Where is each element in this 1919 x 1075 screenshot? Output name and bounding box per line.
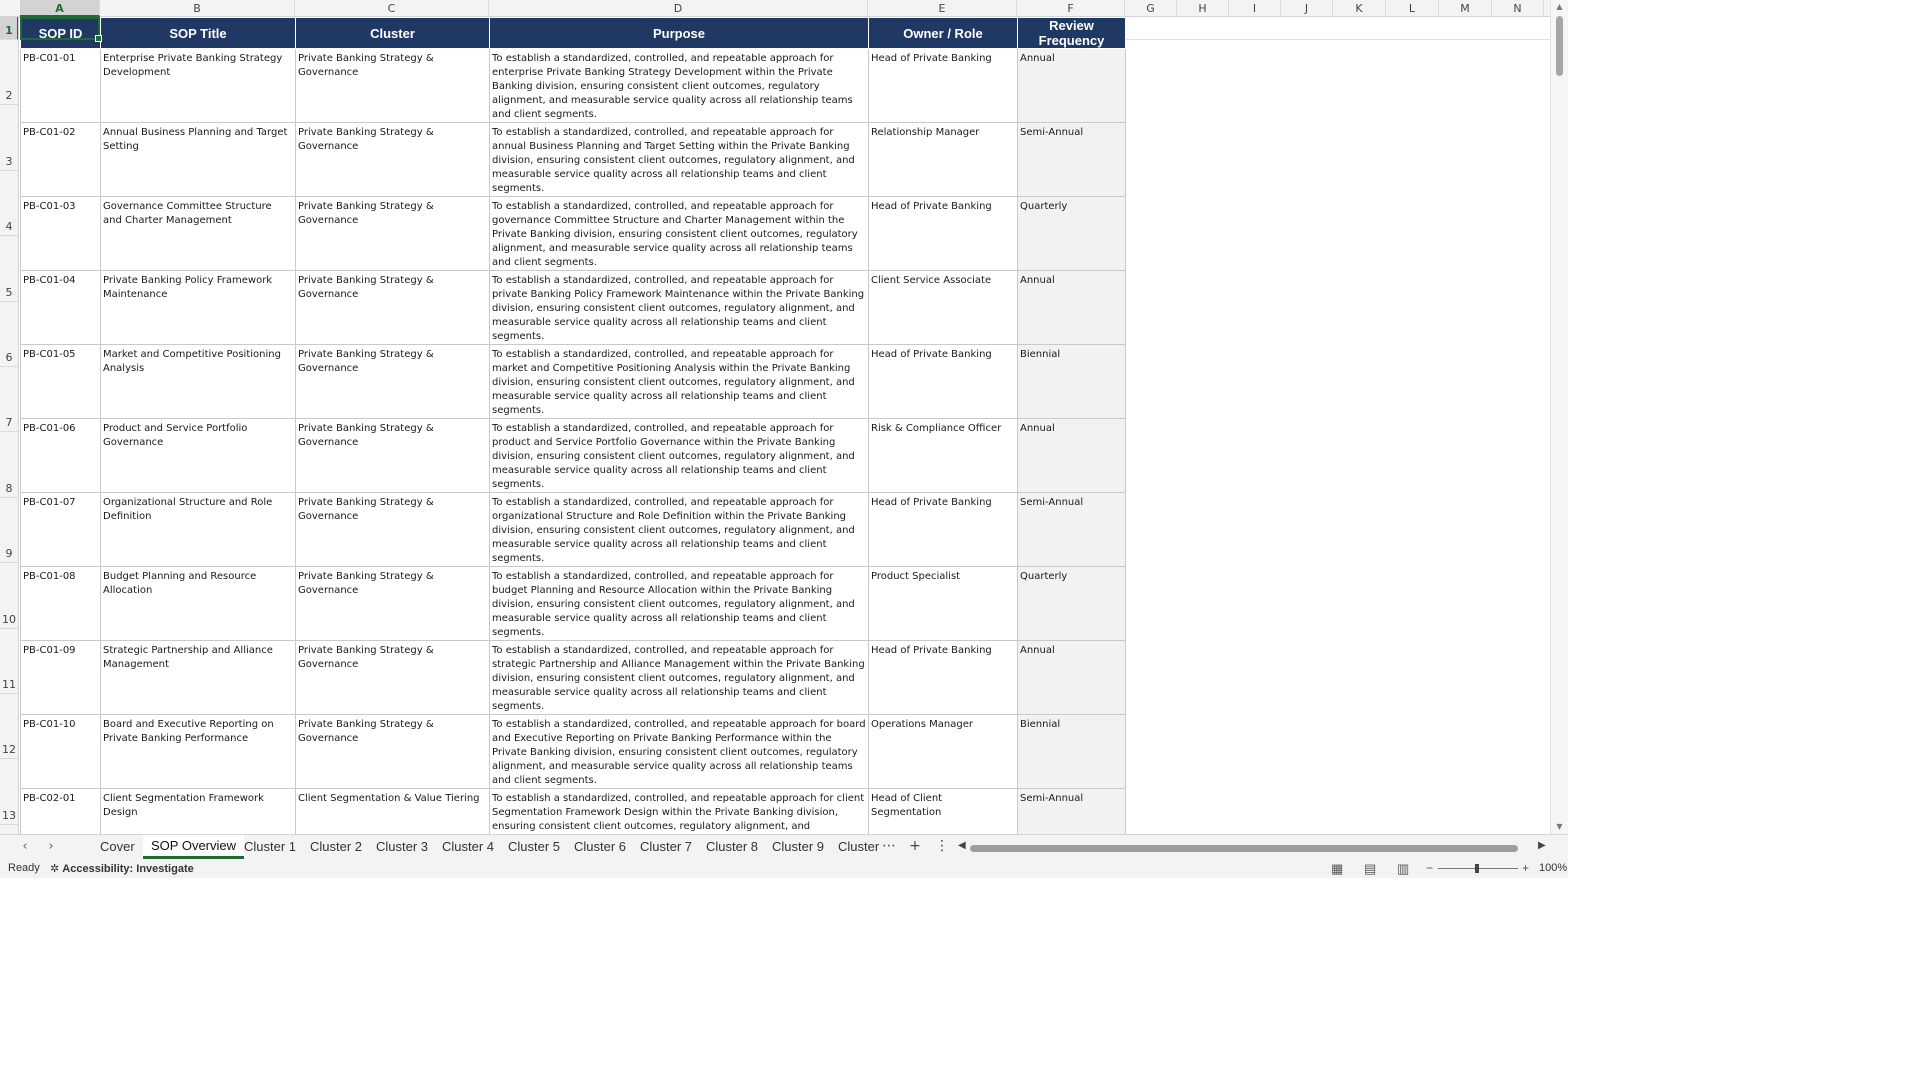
table-row xyxy=(21,641,1126,715)
cell-owner-role[interactable]: Risk & Compliance Officer xyxy=(869,419,1018,493)
tab-next-icon[interactable]: › xyxy=(48,839,54,854)
cell-review-frequency[interactable]: Annual xyxy=(1018,49,1126,123)
cell-sop-title[interactable]: Budget Planning and Resource Allocation xyxy=(101,567,296,641)
cell-review-frequency[interactable]: Annual xyxy=(1018,641,1126,715)
column-header-d[interactable]: D xyxy=(489,0,868,17)
sheet-tab-cluster-2[interactable] xyxy=(302,835,370,859)
horizontal-scroll-thumb[interactable] xyxy=(970,845,1518,852)
vertical-scroll-thumb[interactable] xyxy=(1556,16,1563,76)
sheet-tab-label: Cluster 1 xyxy=(244,839,297,854)
cell-cluster[interactable]: Private Banking Strategy & Governance xyxy=(296,419,490,493)
cell-owner-role[interactable]: Head of Private Banking xyxy=(869,345,1018,419)
accessibility-icon: ✲ xyxy=(50,863,60,875)
column-header-k[interactable]: K xyxy=(1333,0,1386,17)
status-bar xyxy=(0,859,1568,878)
cell-sop-title[interactable]: Product and Service Portfolio Governance xyxy=(101,419,296,493)
sheet-tab-label: Cluster 3 xyxy=(376,839,429,854)
horizontal-scrollbar[interactable] xyxy=(958,842,1550,854)
normal-view-icon[interactable]: ▦ xyxy=(1331,861,1344,876)
zoom-slider[interactable] xyxy=(1424,861,1534,876)
cell-cluster[interactable]: Private Banking Strategy & Governance xyxy=(296,567,490,641)
empty-gridline xyxy=(1125,17,1550,40)
scroll-left-icon[interactable]: ◀ xyxy=(958,840,966,851)
table-row xyxy=(21,345,1126,419)
sheet-tab-label: Cluster 4 xyxy=(442,839,495,854)
cell-sop-id[interactable]: PB-C01-06 xyxy=(21,419,101,493)
accessibility-status[interactable] xyxy=(50,862,194,875)
header-review-frequency[interactable]: Review Frequency xyxy=(1018,18,1126,49)
sheet-tab-cover[interactable] xyxy=(92,835,143,859)
column-header-h[interactable]: H xyxy=(1177,0,1229,17)
cell-purpose[interactable]: To establish a standardized, controlled, and repeatable approach for annual Business Planning and Target Setting within the Private Banking division, ensuring consistent client outcomes, regulatory alignment, and measurable service quality across all relationship teams and client segments. xyxy=(490,123,869,197)
sheet-tab-label: Cover xyxy=(100,839,135,854)
tab-prev-icon[interactable]: ‹ xyxy=(22,839,28,854)
cell-review-frequency[interactable]: Biennial xyxy=(1018,345,1126,419)
cell-sop-id[interactable]: PB-C01-07 xyxy=(21,493,101,567)
row-header-7[interactable] xyxy=(0,367,19,432)
cell-review-frequency[interactable]: Biennial xyxy=(1018,715,1126,789)
cell-sop-title[interactable]: Organizational Structure and Role Definition xyxy=(101,493,296,567)
cell-review-frequency[interactable]: Quarterly xyxy=(1018,567,1126,641)
cell-cluster[interactable]: Private Banking Strategy & Governance xyxy=(296,641,490,715)
page-layout-view-icon[interactable]: ▤ xyxy=(1364,861,1377,876)
sheet-tab-cluster-9[interactable] xyxy=(764,835,832,859)
cell-owner-role[interactable]: Head of Private Banking xyxy=(869,197,1018,271)
row-header-9[interactable] xyxy=(0,498,19,563)
row-header-6[interactable] xyxy=(0,302,19,367)
sheet-tab-bar xyxy=(0,834,1568,859)
cell-sop-id[interactable]: PB-C02-01 xyxy=(21,789,101,835)
header-sop-id[interactable]: SOP ID xyxy=(21,18,101,49)
sheet-tab-cluster-7[interactable] xyxy=(632,835,700,859)
cell-purpose[interactable]: To establish a standardized, controlled, and repeatable approach for product and Service Portfolio Governance within the Private Banking division, ensuring consistent client outcomes, regulatory alignment, and measurable service quality across all relationship teams and client segments. xyxy=(490,419,869,493)
row-header-1[interactable] xyxy=(0,17,19,40)
row-number: 8 xyxy=(5,481,13,495)
cell-review-frequency[interactable]: Semi-Annual xyxy=(1018,123,1126,197)
cell-owner-role[interactable]: Relationship Manager xyxy=(869,123,1018,197)
sheet-tab-label: Cluster xyxy=(838,839,880,854)
row-number: 11 xyxy=(2,677,16,691)
column-header-bar xyxy=(0,0,1550,17)
cell-cluster[interactable]: Private Banking Strategy & Governance xyxy=(296,49,490,123)
column-header-f[interactable]: F xyxy=(1017,0,1125,17)
row-number: 4 xyxy=(5,220,13,234)
table-row xyxy=(21,271,1126,345)
cell-cluster[interactable]: Private Banking Strategy & Governance xyxy=(296,493,490,567)
scroll-right-icon[interactable]: ▶ xyxy=(1538,840,1546,851)
vertical-scrollbar[interactable] xyxy=(1550,0,1568,834)
cell-cluster[interactable]: Private Banking Strategy & Governance xyxy=(296,123,490,197)
table-row xyxy=(21,49,1126,123)
page-break-view-icon[interactable]: ▥ xyxy=(1397,861,1410,876)
row-header-10[interactable] xyxy=(0,563,19,628)
sheet-tab-label: Cluster 2 xyxy=(310,839,363,854)
cell-owner-role[interactable]: Client Service Associate xyxy=(869,271,1018,345)
sop-table xyxy=(20,17,1126,834)
sheet-tab-label: SOP Overview xyxy=(151,838,237,853)
column-header-b[interactable]: B xyxy=(100,0,295,17)
sheet-tab-cluster-6[interactable] xyxy=(566,835,634,859)
row-header-13[interactable] xyxy=(0,759,19,824)
cell-purpose[interactable]: To establish a standardized, controlled, and repeatable approach for board and Executive Reporting on Private Banking Performance within the Private Banking division, ensuring consistent client outcomes, regulatory alignment, and measurable service quality across all relationship teams and client segments. xyxy=(490,715,869,789)
cell-purpose[interactable]: To establish a standardized, controlled, and repeatable approach for budget Planning and Resource Allocation within the Private Banking division, ensuring consistent client outcomes, regulatory alignment, and measurable service quality across all relationship teams and client segments. xyxy=(490,567,869,641)
cell-review-frequency[interactable]: Semi-Annual xyxy=(1018,789,1126,835)
cell-owner-role[interactable]: Head of Private Banking xyxy=(869,493,1018,567)
column-header-i[interactable]: I xyxy=(1229,0,1281,17)
table-row xyxy=(21,789,1126,835)
column-header-a[interactable]: A xyxy=(20,0,100,17)
column-header-l[interactable]: L xyxy=(1386,0,1439,17)
table-row xyxy=(21,197,1126,271)
table-row xyxy=(21,123,1126,197)
row-header-11[interactable] xyxy=(0,629,19,694)
table-row xyxy=(21,715,1126,789)
row-header-5[interactable] xyxy=(0,236,19,301)
cell-cluster[interactable]: Client Segmentation & Value Tiering xyxy=(296,789,490,835)
sheet-tab-label: Cluster 9 xyxy=(772,839,825,854)
row-number: 13 xyxy=(2,808,16,822)
scroll-down-icon[interactable]: ▼ xyxy=(1556,822,1563,831)
row-number: 6 xyxy=(5,350,13,364)
row-number: 12 xyxy=(2,743,16,757)
cell-purpose[interactable]: To establish a standardized, controlled, and repeatable approach for client Segmentation Framework Design within the Private Banking division, ensuring consistent client outcomes, regulatory alignment, and xyxy=(490,789,869,835)
sheet-options-icon[interactable]: ⋮ xyxy=(935,838,949,854)
cell-review-frequency[interactable]: Semi-Annual xyxy=(1018,493,1126,567)
row-number: 1 xyxy=(5,24,13,37)
cell-sop-id[interactable]: PB-C01-10 xyxy=(21,715,101,789)
zoom-level[interactable]: 100% xyxy=(1539,862,1568,874)
scroll-up-icon[interactable]: ▲ xyxy=(1556,2,1563,11)
sheet-tab-label: Cluster 6 xyxy=(574,839,627,854)
column-header-n[interactable]: N xyxy=(1492,0,1544,17)
accessibility-label: Accessibility: Investigate xyxy=(62,863,194,875)
zoom-out-icon[interactable]: − xyxy=(1426,861,1434,875)
row-header-3[interactable] xyxy=(0,105,19,170)
column-header-c[interactable]: C xyxy=(295,0,489,17)
zoom-in-icon[interactable]: + xyxy=(1522,861,1530,875)
sheet-tab-cluster[interactable] xyxy=(830,835,887,859)
cell-owner-role[interactable]: Head of Private Banking xyxy=(869,641,1018,715)
status-ready: Ready xyxy=(8,862,40,874)
column-header-j[interactable]: J xyxy=(1281,0,1333,17)
row-number: 9 xyxy=(5,547,13,561)
cell-purpose[interactable]: To establish a standardized, controlled, and repeatable approach for enterprise Private Banking Strategy Development within the Private Banking division, ensuring consistent client outcomes, regulatory alignment, and measurable service quality across all relationship teams and client segments. xyxy=(490,49,869,123)
row-number: 2 xyxy=(5,89,13,103)
row-number: 5 xyxy=(5,285,13,299)
spreadsheet-grid xyxy=(20,17,1550,834)
cell-sop-title[interactable]: Annual Business Planning and Target Setting xyxy=(101,123,296,197)
cell-owner-role[interactable]: Operations Manager xyxy=(869,715,1018,789)
cell-sop-title[interactable]: Board and Executive Reporting on Private Banking Performance xyxy=(101,715,296,789)
cell-review-frequency[interactable]: Annual xyxy=(1018,419,1126,493)
sheet-tab-label: Cluster 7 xyxy=(640,839,693,854)
row-header-8[interactable] xyxy=(0,432,19,497)
row-header-12[interactable] xyxy=(0,694,19,759)
cell-sop-title[interactable]: Client Segmentation Framework Design xyxy=(101,789,296,835)
sheet-tab-cluster-1[interactable] xyxy=(236,835,304,859)
column-header-e[interactable]: E xyxy=(868,0,1017,17)
cell-sop-title[interactable]: Strategic Partnership and Alliance Management xyxy=(101,641,296,715)
sheet-tab-cluster-8[interactable] xyxy=(698,835,766,859)
row-header-2[interactable] xyxy=(0,40,19,105)
cell-sop-id[interactable]: PB-C01-08 xyxy=(21,567,101,641)
cell-sop-id[interactable]: PB-C01-01 xyxy=(21,49,101,123)
cell-sop-title[interactable]: Private Banking Policy Framework Maintenance xyxy=(101,271,296,345)
cell-cluster[interactable]: Private Banking Strategy & Governance xyxy=(296,715,490,789)
sheet-tab-cluster-5[interactable] xyxy=(500,835,568,859)
cell-owner-role[interactable]: Product Specialist xyxy=(869,567,1018,641)
row-number: 7 xyxy=(5,416,13,430)
cell-sop-title[interactable]: Market and Competitive Positioning Analysis xyxy=(101,345,296,419)
cell-purpose[interactable]: To establish a standardized, controlled, and repeatable approach for strategic Partnership and Alliance Management within the Private Banking division, ensuring consistent client outcomes, regulatory alignment, and measurable service quality across all relationship teams and client segments. xyxy=(490,641,869,715)
cell-owner-role[interactable]: Head of Private Banking xyxy=(869,49,1018,123)
cell-owner-role[interactable]: Head of Client Segmentation xyxy=(869,789,1018,835)
cell-cluster[interactable]: Private Banking Strategy & Governance xyxy=(296,271,490,345)
row-number: 10 xyxy=(2,612,16,626)
cell-review-frequency[interactable]: Quarterly xyxy=(1018,197,1126,271)
sheet-tab-sop-overview[interactable] xyxy=(143,835,244,859)
cell-sop-title[interactable]: Governance Committee Structure and Charter Management xyxy=(101,197,296,271)
cell-sop-id[interactable]: PB-C01-04 xyxy=(21,271,101,345)
header-owner-role[interactable]: Owner / Role xyxy=(869,18,1018,49)
table-row xyxy=(21,493,1126,567)
cell-cluster[interactable]: Private Banking Strategy & Governance xyxy=(296,197,490,271)
sheet-tab-label: Cluster 5 xyxy=(508,839,561,854)
cell-sop-title[interactable]: Enterprise Private Banking Strategy Development xyxy=(101,49,296,123)
sheet-tab-cluster-4[interactable] xyxy=(434,835,502,859)
row-number: 3 xyxy=(5,154,13,168)
column-header-g[interactable]: G xyxy=(1125,0,1177,17)
table-row xyxy=(21,419,1126,493)
add-sheet-icon[interactable]: + xyxy=(909,838,921,854)
sheet-tab-cluster-3[interactable] xyxy=(368,835,436,859)
cell-cluster[interactable]: Private Banking Strategy & Governance xyxy=(296,345,490,419)
cell-purpose[interactable]: To establish a standardized, controlled, and repeatable approach for market and Competitive Positioning Analysis within the Private Banking division, ensuring consistent client outcomes, regulatory alignment, and measurable service quality across all relationship teams and client segments. xyxy=(490,345,869,419)
more-tabs-icon[interactable]: ⋯ xyxy=(882,838,896,854)
table-header-row xyxy=(21,18,1126,49)
row-header-bar xyxy=(0,17,19,834)
cell-sop-id[interactable]: PB-C01-05 xyxy=(21,345,101,419)
header-cluster[interactable]: Cluster xyxy=(296,18,490,49)
cell-sop-id[interactable]: PB-C01-09 xyxy=(21,641,101,715)
row-header-4[interactable] xyxy=(0,171,19,236)
sheet-tab-label: Cluster 8 xyxy=(706,839,759,854)
header-purpose[interactable]: Purpose xyxy=(490,18,869,49)
cell-purpose[interactable]: To establish a standardized, controlled, and repeatable approach for private Banking Policy Framework Maintenance within the Private Banking division, ensuring consistent client outcomes, regulatory alignment, and measurable service quality across all relationship teams and client segments. xyxy=(490,271,869,345)
column-header-m[interactable]: M xyxy=(1439,0,1492,17)
cell-review-frequency[interactable]: Annual xyxy=(1018,271,1126,345)
cell-sop-id[interactable]: PB-C01-02 xyxy=(21,123,101,197)
cell-purpose[interactable]: To establish a standardized, controlled, and repeatable approach for organizational Structure and Role Definition within the Private Banking division, ensuring consistent client outcomes, regulatory alignment, and measurable service quality across all relationship teams and client segments. xyxy=(490,493,869,567)
table-row xyxy=(21,567,1126,641)
header-sop-title[interactable]: SOP Title xyxy=(101,18,296,49)
cell-sop-id[interactable]: PB-C01-03 xyxy=(21,197,101,271)
zoom-knob[interactable] xyxy=(1475,864,1479,873)
cell-purpose[interactable]: To establish a standardized, controlled, and repeatable approach for governance Committee Structure and Charter Management within the Private Banking division, ensuring consistent client outcomes, regulatory alignment, and measurable service quality across all relationship teams and client segments. xyxy=(490,197,869,271)
